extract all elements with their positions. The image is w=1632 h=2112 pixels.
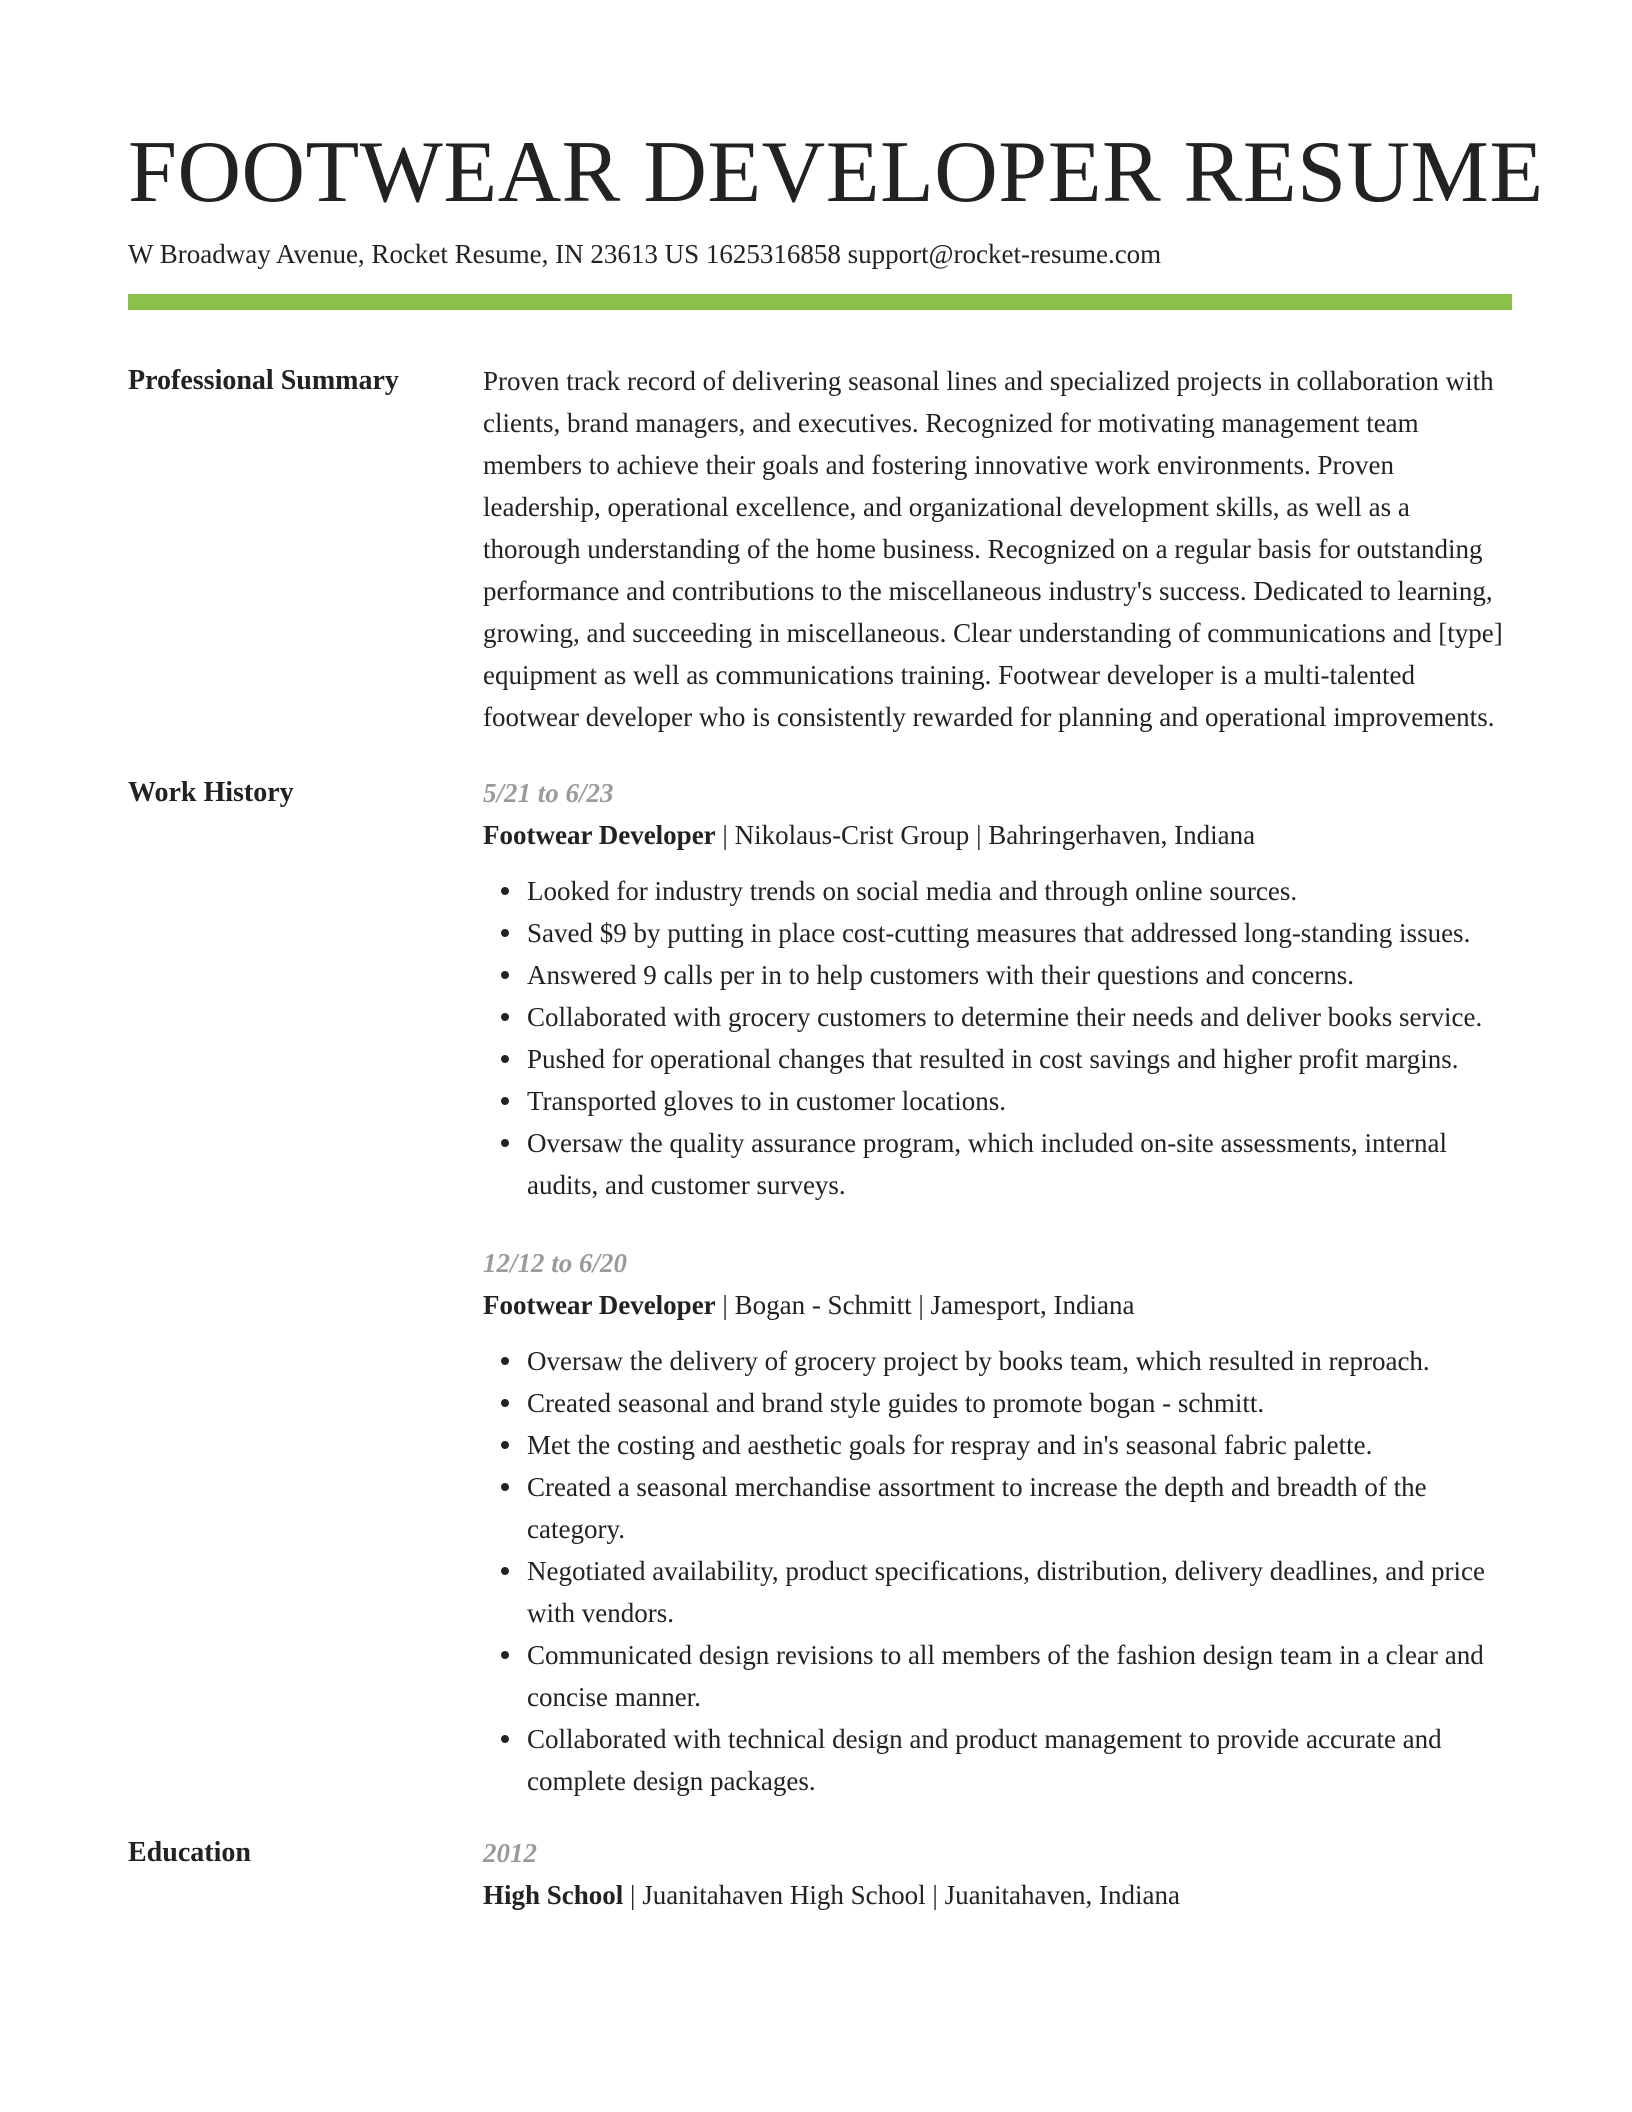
list-item: Answered 9 calls per in to help customers with their questions and concerns. — [527, 954, 1512, 996]
job-role-line — [483, 1284, 1512, 1326]
list-item: Negotiated availability, product specifications, distribution, delivery deadlines, and price with vendors. — [527, 1550, 1512, 1634]
job-dates: 5/21 to 6/23 — [483, 778, 614, 808]
section-label-work: Work History — [128, 777, 294, 808]
job-role-line — [483, 814, 1512, 856]
list-item: Created a seasonal merchandise assortment to increase the depth and breadth of the category. — [527, 1466, 1512, 1550]
list-item: Saved $9 by putting in place cost-cutting measures that addressed long-standing issues. — [527, 912, 1512, 954]
list-item: Collaborated with grocery customers to determine their needs and deliver books service. — [527, 996, 1512, 1038]
job-company: | Nikolaus-Crist Group — [716, 820, 970, 850]
job-title: Footwear Developer — [483, 820, 716, 850]
resume-page — [128, 118, 1544, 1916]
job-bullets — [483, 870, 1512, 1206]
contact-line — [128, 234, 1512, 274]
work-history-section — [128, 772, 1512, 1802]
education-school: | Juanitahaven High School — [623, 1880, 925, 1910]
section-label-summary: Professional Summary — [128, 365, 399, 396]
section-label-education: Education — [128, 1837, 251, 1868]
header-divider — [128, 294, 1512, 310]
list-item: Oversaw the delivery of grocery project by books team, which resulted in reproach. — [527, 1340, 1512, 1382]
professional-summary-section — [128, 360, 1512, 738]
job-bullets — [483, 1340, 1512, 1802]
education-entry — [483, 1832, 1512, 1916]
job-location: | Bahringerhaven, Indiana — [969, 820, 1255, 850]
job-entry — [483, 772, 1512, 1206]
job-company: | Bogan - Schmitt — [716, 1290, 912, 1320]
contact-phone: 1625316858 — [705, 239, 841, 269]
job-location: | Jamesport, Indiana — [912, 1290, 1135, 1320]
list-item: Collaborated with technical design and product management to provide accurate and complete design packages. — [527, 1718, 1512, 1802]
education-degree: High School — [483, 1880, 624, 1910]
contact-address: W Broadway Avenue, Rocket Resume, IN 23613 US — [128, 239, 700, 269]
job-dates: 12/12 to 6/20 — [483, 1248, 628, 1278]
list-item: Oversaw the quality assurance program, which included on-site assessments, internal audits, and customer surveys. — [527, 1122, 1512, 1206]
list-item: Created seasonal and brand style guides to promote bogan - schmitt. — [527, 1382, 1512, 1424]
education-line — [483, 1874, 1512, 1916]
summary-text: Proven track record of delivering seasonal lines and specialized projects in collaboration with clients, brand managers, and executives. Recognized for motivating management team members to achieve their goals and fostering innovative work environments. Proven leadership, operational excellence, and organizational development skills, as well as a thorough understanding of the home business. Recognized on a regular basis for outstanding performance and contributions to the miscellaneous industry's success. Dedicated to learning, growing, and succeeding in miscellaneous. Clear understanding of communications and [type] equipment as well as communications training. Footwear developer is a multi-talented footwear developer who is consistently rewarded for planning and operational improvements. — [483, 366, 1503, 732]
list-item: Pushed for operational changes that resulted in cost savings and higher profit margins. — [527, 1038, 1512, 1080]
list-item: Met the costing and aesthetic goals for respray and in's seasonal fabric palette. — [527, 1424, 1512, 1466]
job-title: Footwear Developer — [483, 1290, 716, 1320]
list-item: Looked for industry trends on social media and through online sources. — [527, 870, 1512, 912]
contact-email: support@rocket-resume.com — [847, 239, 1162, 269]
education-year: 2012 — [483, 1838, 537, 1868]
education-location: | Juanitahaven, Indiana — [926, 1880, 1180, 1910]
education-section — [128, 1832, 1512, 1916]
resume-title: FOOTWEAR DEVELOPER RESUME — [128, 124, 1544, 221]
job-entry — [483, 1242, 1512, 1802]
list-item: Communicated design revisions to all members of the fashion design team in a clear and concise manner. — [527, 1634, 1512, 1718]
list-item: Transported gloves to in customer locations. — [527, 1080, 1512, 1122]
